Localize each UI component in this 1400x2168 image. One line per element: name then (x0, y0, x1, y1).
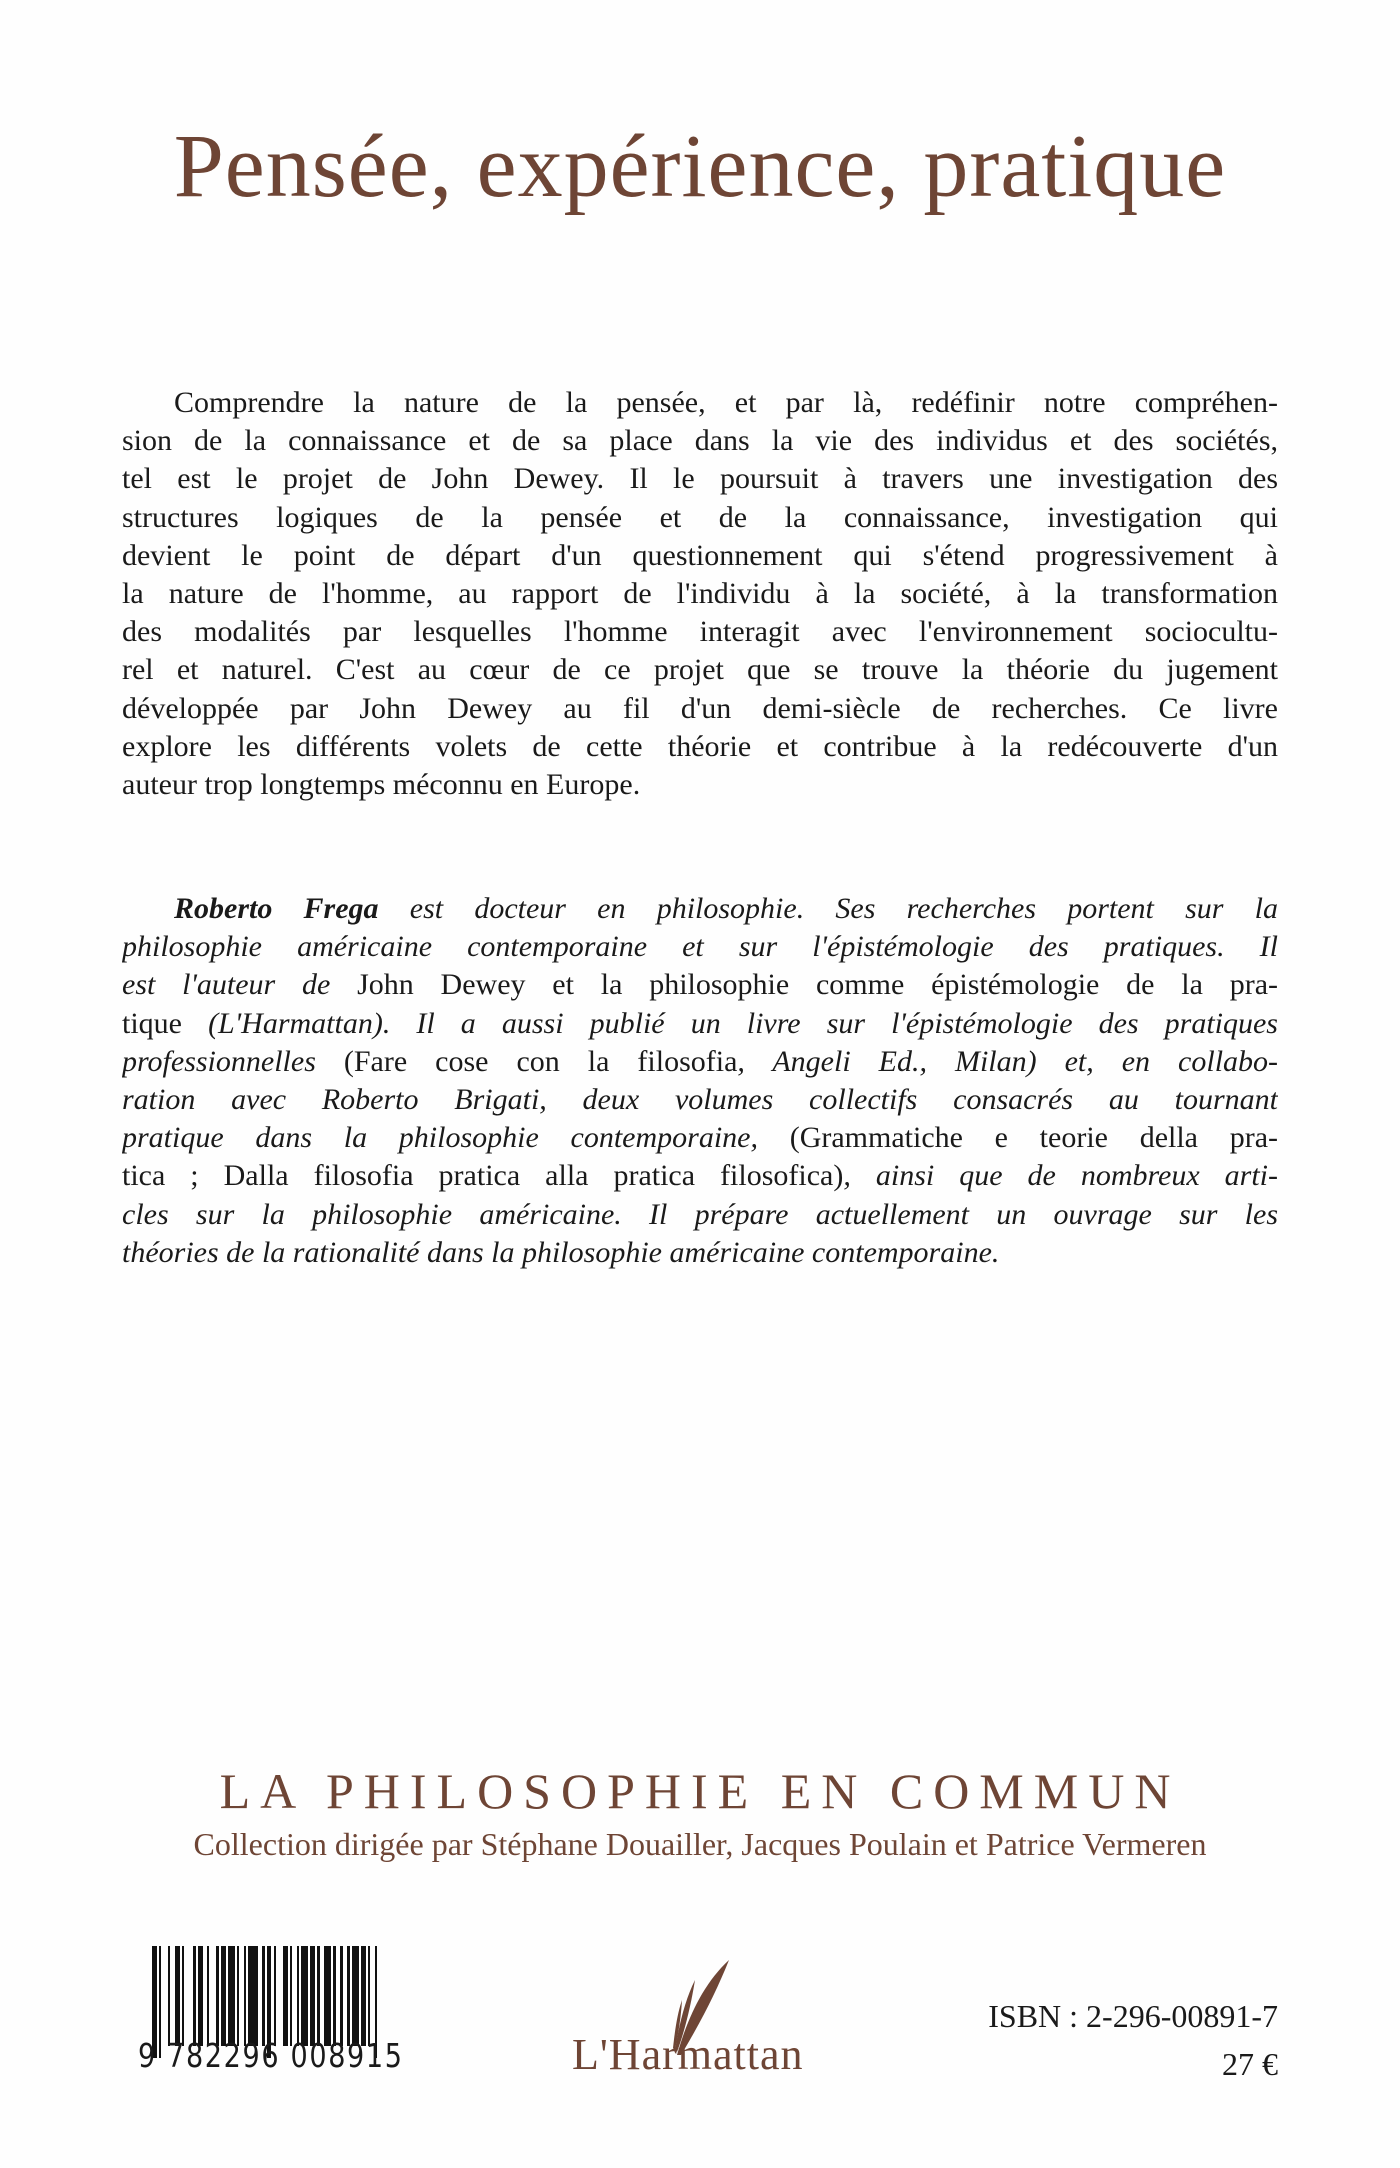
text-segment: pratique dans la philosophie contemporaine, (122, 1121, 758, 1155)
text-segment: rel et naturel. C'est au cœur de ce projet que se trouve la théorie du jugement (122, 653, 1278, 687)
text-segment: ration avec Roberto Brigati, deux volumes collectifs consacrés au tournant (122, 1082, 1278, 1116)
text-segment: (Fare cose con la filosofia (343, 1044, 738, 1078)
text-line (122, 766, 1278, 804)
barcode-bar (184, 1946, 193, 2046)
barcode-bar (352, 1946, 359, 2046)
text-segment: tique (122, 1006, 209, 1040)
barcode-bar (228, 1946, 235, 2046)
text-segment: devient le point de départ d'un questionnement qui s'étend progressivement à (122, 538, 1278, 572)
text-segment: développée par John Dewey au fil d'un demi-siècle de recherches. Ce livre (122, 691, 1278, 725)
text-segment: structures logiques de la pensée et de la connaissance, investigation qui (122, 500, 1278, 534)
text-line (122, 1196, 1278, 1234)
text-line (122, 499, 1278, 537)
text-segment: cles sur la philosophie américaine. Il prépare actuellement un ouvrage sur les (122, 1197, 1278, 1231)
text-line (122, 728, 1278, 766)
text-segment: théories de la rationalité dans la philosophie américaine contemporaine. (122, 1235, 1000, 1269)
text-segment: (L'Harmattan). Il a aussi publié un livre sur l'épistémologie des pratiques (208, 1006, 1278, 1040)
text-line (122, 651, 1278, 689)
author-bio (122, 890, 1278, 1272)
barcode (138, 1946, 464, 2075)
text-line (122, 460, 1278, 498)
text-line (122, 1234, 1278, 1272)
text-line (122, 890, 1278, 928)
text-line (122, 422, 1278, 460)
text-segment: philosophie américaine contemporaine et sur l'épistémologie des pratiques. Il (122, 930, 1278, 964)
barcode-bar (276, 1946, 283, 2046)
text-segment: John Dewey et la philosophie comme épistémologie de la pra- (357, 968, 1278, 1002)
text-line (122, 613, 1278, 651)
text-line (122, 928, 1278, 966)
publisher-logo (572, 1980, 862, 2080)
book-description (122, 384, 1278, 804)
text-segment: Roberto Frega (174, 892, 379, 925)
text-line (122, 537, 1278, 575)
series-directors: Collection dirigée par Stéphane Douailler, Jacques Poulain et Patrice Vermeren (193, 1826, 1207, 1862)
barcode-bar (248, 1946, 257, 2046)
series-name: LA PHILOSOPHIE EN COMMUN (219, 1763, 1181, 1819)
text-line (122, 1043, 1278, 1081)
barcode-bars (152, 1946, 464, 2046)
text-segment: , Angeli Ed., Milan) et, en collabo- (737, 1044, 1278, 1078)
isbn: ISBN : 2-296-00891-7 (988, 1998, 1278, 2034)
text-segment: auteur trop longtemps méconnu en Europe. (122, 767, 641, 801)
text-segment: la nature de l'homme, au rapport de l'individu à la société, à la transformation (122, 576, 1278, 610)
text-line (122, 1081, 1278, 1119)
text-segment: explore les différents volets de cette théorie et contribue à la redécouverte d'un (122, 729, 1278, 763)
book-title: Pensée, expérience, pratique (173, 117, 1227, 216)
text-segment: , ainsi que de nombreux arti- (843, 1159, 1278, 1193)
text-segment: Comprendre la nature de la pensée, et par là, redéfinir notre compréhen- (174, 386, 1278, 419)
text-line (122, 384, 1278, 422)
text-segment: tica ; Dalla filosofia pratica alla pratica filosofica) (122, 1159, 844, 1193)
text-line (122, 966, 1278, 1004)
text-line (122, 1157, 1278, 1195)
text-segment: (Grammatiche e teorie della pra- (757, 1121, 1278, 1155)
text-line (122, 1005, 1278, 1043)
text-line (122, 575, 1278, 613)
text-segment: sion de la connaissance et de sa place dans la vie des individus et des sociétés, (122, 424, 1278, 458)
text-line (122, 690, 1278, 728)
text-segment: tel est le projet de John Dewey. Il le poursuit à travers une investigation des (122, 462, 1278, 496)
text-segment: est l'auteur de (122, 968, 358, 1002)
text-segment: professionnelles (122, 1044, 344, 1078)
barcode-bar (161, 1946, 168, 2046)
text-segment: est docteur en philosophie. Ses recherches portent sur la (378, 892, 1278, 925)
barcode-bar (324, 1946, 331, 2046)
barcode-bar (209, 1946, 216, 2046)
text-line (122, 1119, 1278, 1157)
barcode-digits: 9 782296 008915 (138, 2036, 404, 2075)
publisher-name: L'Harmattan (572, 2030, 804, 2079)
barcode-bar (301, 1946, 308, 2046)
price: 27 € (1222, 2046, 1278, 2082)
text-segment: des modalités par lesquelles l'homme interagit avec l'environnement sociocultu- (122, 615, 1278, 649)
